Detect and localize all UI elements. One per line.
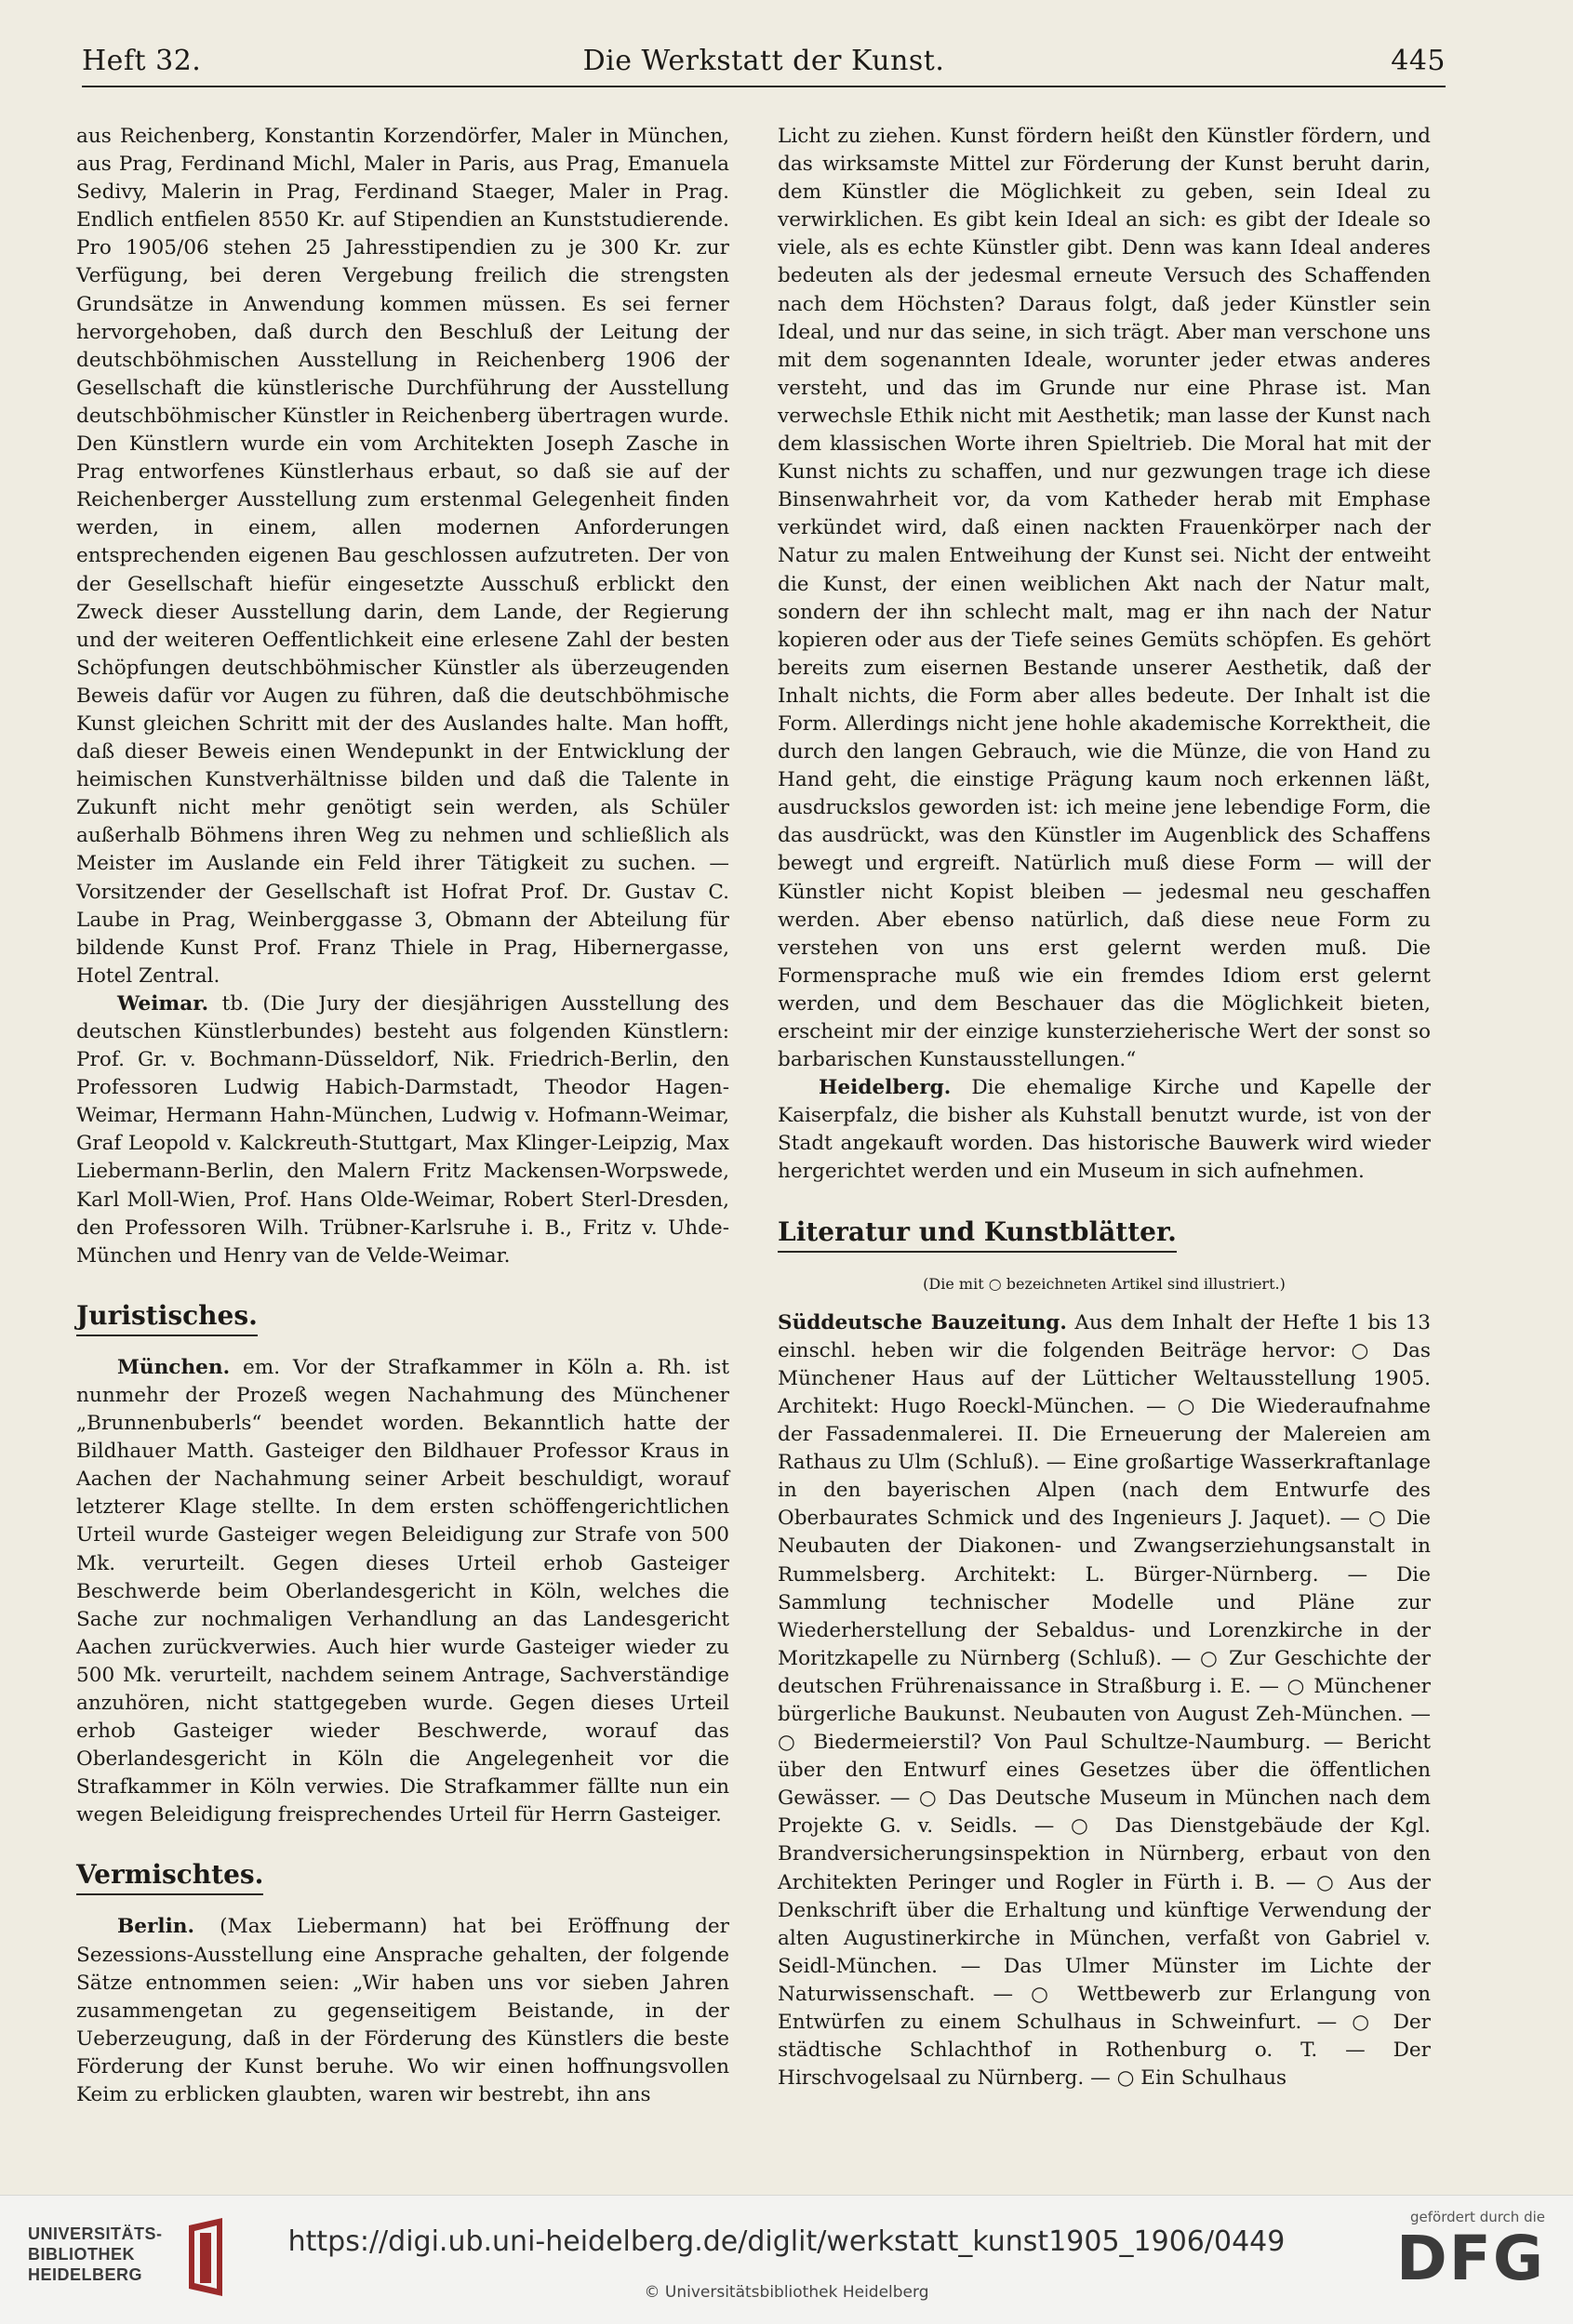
page-number: 445 [1391,45,1446,77]
funded-by-label: gefördert durch die [1410,2209,1545,2225]
weimar-lead: Weimar. [117,991,209,1016]
issue-number: Heft 32. [82,45,202,77]
section-juristisches: Juristisches. [76,1298,729,1334]
right-column [778,123,1431,2092]
illustration-note: (Die mit ○ bezeichneten Artikel sind illustriert.) [923,1274,1286,1293]
viewer-footer [0,2195,1573,2324]
library-name: UNIVERSITÄTS- BIBLIOTHEK HEIDELBERG [28,2224,163,2284]
copyright-notice: © Universitätsbibliothek Heidelberg [644,2283,929,2302]
paragraph-heidelberg [778,1074,1431,1186]
section-vermischtes: Vermischtes. [76,1857,729,1892]
running-header [82,41,1446,87]
heidelberg-body: Die ehemalige Kirche und Kapelle der Kaiserpfalz, die bisher als Kuhstall benutzt wurde, ist von der Stadt angekauft worden. Das historische Bauwerk wird wieder hergerichtet werden und ein Museum in sich aufnehmen. [778,1076,1431,1184]
heidelberg-lead: Heidelberg. [819,1076,952,1100]
paragraph-reichenberg: aus Reichenberg, Konstantin Korzendörfer, Maler in München, aus Prag, Ferdinand Michl, Maler in Paris, aus Prag, Emanuela Sedivy, Malerin in Prag, Ferdinand Staeger, Maler in Prag. Endlich entfielen 8550 Kr. auf Stipendien an Kunststudierende. Pro 1905/06 stehen 25 Jahresstipendien zu je 300 Kr. zur Verfügung, bei deren Vergebung freilich die strengsten Grundsätze in Anwendung kommen müssen. Es sei ferner hervorgehoben, daß durch den Beschluß der Leitung der deutschböhmischen Ausstellung in Reichenberg 1906 der Gesellschaft die künstlerische Durchführung der Ausstellung deutschböhmischer Künstler in Reichenberg übertragen wurde. Den Künstlern wurde ein vom Architekten Joseph Zasche in Prag entworfenes Künstlerhaus erbaut, so daß sie auf der Reichenberger Ausstellung zum erstenmal Gelegenheit finden werden, in einem, allen modernen Anforderungen entsprechenden eigenen Bau geschlossen aufzutreten. Der von der Gesellschaft hiefür eingesetzte Ausschuß erblickt den Zweck dieser Ausstellung darin, dem Lande, der Regierung und der weiteren Oeffentlichkeit eine erlesene Zahl der besten Schöpfungen deutschböhmischer Künstler als überzeugenden Beweis dafür vor Augen zu führen, daß die deutschböhmische Kunst gleichen Schritt mit der des Auslandes halte. Man hofft, daß dieser Beweis einen Wendepunkt in der Entwicklung der heimischen Kunstverhältnisse bilden und daß die Talente in Zukunft nicht mehr genötigt sein werden, als Schüler außerhalb Böhmens ihren Weg zu nehmen und schließlich als Meister im Auslande ein Feld ihrer Tätigkeit zu suchen. — Vorsitzender der Gesellschaft ist Hofrat Prof. Dr. Gustav C. Laube in Prag, Weinberggasse 3, Obmann der Abteilung für bildende Kunst Prof. Franz Thiele in Prag, Hibernergasse, Hotel Zentral. [76,125,729,988]
dfg-logo[interactable] [1396,2209,1545,2311]
permalink-url[interactable]: https://digi.ub.uni-heidelberg.de/diglit/werkstatt_kunst1905_1906/0449 [287,2225,1286,2258]
bauzeitung-lead: Süddeutsche Bauzeitung. [778,1310,1067,1335]
muenchen-body: em. Vor der Strafkammer in Köln a. Rh. ist nunmehr der Prozeß wegen Nachahmung des Münchener „Brunnenbuberls“ beendet worden. Bekanntlich hatte der Bildhauer Matth. Gasteiger den Bildhauer Professor Kraus in Aachen der Nachahmung seiner Arbeit beschuldigt, worauf letzterer Klage stellte. In dem ersten schöffengerichtlichen Urteil wurde Gasteiger wegen Beleidigung zur Strafe von 500 Mk. verurteilt. Gegen dieses Urteil erhob Gasteiger Beschwerde beim Oberlandesgericht in Köln, welches die Sache zur nochmaligen Verhandlung an das Landesgericht Aachen zurückverwies. Auch hier wurde Gasteiger wieder zu 500 Mk. verurteilt, nachdem seinem Antrage, Sachverständige anzuhören, nicht stattgegeben wurde. Gegen dieses Urteil erhob Gasteiger wieder Beschwerde, worauf das Oberlandesgericht in Köln die Angelegenheit vor die Strafkammer in Köln verwies. Die Strafkammer fällte nun ein wegen Beleidigung freisprechendes Urteil für Herrn Gasteiger. [76,1355,729,1827]
paragraph-bauzeitung [778,1309,1431,2093]
left-column [76,123,729,2109]
paragraph-berlin [76,1913,729,2109]
dfg-wordmark: DFG [1396,2223,1546,2294]
paragraph-liebermann-cont: Licht zu ziehen. Kunst fördern heißt den Künstler fördern, und das wirksamste Mittel zur Förderung der Kunst beruht darin, dem Künstler die Möglichkeit zu geben, sein Ideal zu verwirklichen. Es gibt kein Ideal an sich: es gibt der Ideale so viele, als es echte Künstler gibt. Denn was kann Ideal anderes bedeuten als der jedesmal erneute Versuch des Schaffenden nach dem Höchsten? Daraus folgt, daß jeder Künstler sein Ideal, und nur das seine, in sich trägt. Aber man verschone uns mit dem sogenannten Ideale, worunter jeder etwas anderes versteht, und das im Grunde nur eine Phrase ist. Man verwechsle Ethik nicht mit Aesthetik; man lasse der Kunst nach dem klassischen Worte ihren Spieltrieb. Die Moral hat mit der Kunst nichts zu schaffen, und nur gezwungen trage ich diese Binsenwahrheit vor, da vom Katheder herab mit Emphase verkündet wird, daß einen nackten Frauenkörper nach der Natur zu malen Entweihung der Kunst sei. Nicht der entweiht die Kunst, der einen weiblichen Akt nach der Natur malt, sondern der ihn schlecht malt, mag er ihn nach der Natur kopieren oder aus der Tiefe seines Gemüts schöpfen. Es gehört bereits zum eisernen Bestande unserer Aesthetik, daß der Inhalt nichts, die Form aber alles bedeute. Der Inhalt ist die Form. Allerdings nicht jene hohle akademische Korrektheit, die durch den langen Gebrauch, wie die Münze, die von Hand zu Hand geht, die einstige Prägung kaum noch erkennen läßt, ausdruckslos geworden ist: ich meine jene lebendige Form, die das ausdrückt, was den Künstler im Augenblick des Schaffens bewegt und ergreift. Natürlich muß diese Form — will der Künstler nicht Kopist bleiben — jedesmal neu geschaffen werden. Aber ebenso natürlich, daß diese neue Form zu verstehen von uns erst gelernt werden muß. Die Formensprache muß wie ein fremdes Idiom erst gelernt werden, und dem Beschauer das die Möglichkeit bieten, erscheint mir der einzige kunsterzieherische Wert der sonst so barbarischen Kunstausstellungen.“ [778,125,1431,1072]
section-literatur: Literatur und Kunstblätter. [778,1215,1431,1250]
muenchen-lead: München. [117,1355,231,1379]
paragraph-weimar [76,990,729,1270]
bauzeitung-body: Aus dem Inhalt der Hefte 1 bis 13 einschl. heben wir die folgenden Beiträge hervor: ○ Das Münchener Haus auf der Lütticher Weltausstellung 1905. Architekt: Hugo Roeckl-München. — ○ Die Wiederaufnahme der Fassadenmalerei. II. Die Erneuerung der Malereien am Rathaus zu Ulm (Schluß). — Eine großartige Wasserkraftanlage in den bayerischen Alpen (nach dem Entwurfe des Oberbaurates Schmick und des Ingenieurs J. Jaquet). — ○ Die Neubauten der Diakonen- und Zwangserziehungsanstalt in Rummelsberg. Architekt: L. Bürger-Nürnberg. — Die Sammlung technischer Modelle und Pläne zur Wiederherstellung der Sebaldus- und Lorenzkirche in der Moritzkapelle zu Nürnberg (Schluß). — ○ Zur Geschichte der deutschen Frührenaissance in Straßburg i. E. — ○ Münchener bürgerliche Baukunst. Neubauten von August Zeh-München. — ○ Biedermeierstil? Von Paul Schultze-Naumburg. — Bericht über den Entwurf eines Gesetzes über die öffentlichen Gewässer. — ○ Das Deutsche Museum in München nach dem Projekte G. v. Seidls. — ○ Das Dienstgebäude der Kgl. Brandversicherungsinspektion in Nürnberg, erbaut von den Architekten Peringer und Rogler in Fürth i. B. — ○ Aus der Denkschrift über die Erhaltung und künftige Verwendung der alten Augustinerkirche in München, verfaßt von Gabriel v. Seidl-München. — Das Ulmer Münster im Lichte der Naturwissenschaft. — ○ Wettbewerb zur Erlangung von Entwürfen zu einem Schulhaus in Schweinfurt. — ○ Der städtische Schlachthof in Rothenburg o. T. — Der Hirschvogelsaal zu Nürnberg. — ○ Ein Schulhaus [778,1310,1431,2091]
berlin-body: (Max Liebermann) hat bei Eröffnung der Sezessions-Ausstellung eine Ansprache gehalten, der folgende Sätze entnommen seien: „Wir haben uns vor sieben Jahren zusammengetan zu gegenseitigem Beistande, in der Ueberzeugung, daß in der Förderung des Künstlers die beste Förderung der Kunst beruhe. Wo wir einen hoffnungsvollen Keim zu erblicken glaubten, waren wir bestrebt, ihn ans [76,1915,729,2106]
weimar-body: tb. (Die Jury der diesjährigen Ausstellung des deutschen Künstlerbundes) besteht aus folgenden Künstlern: Prof. Gr. v. Bochmann-Düsseldorf, Nik. Friedrich-Berlin, den Professoren Ludwig Habich-Darmstadt, Theodor Hagen-Weimar, Hermann Hahn-München, Ludwig v. Hofmann-Weimar, Graf Leopold v. Kalckreuth-Stuttgart, Max Klinger-Leipzig, Max Liebermann-Berlin, den Malern Fritz Mackensen-Worpswede, Karl Moll-Wien, Prof. Hans Olde-Weimar, Robert Sterl-Dresden, den Professoren Wilh. Trübner-Karlsruhe i. B., Fritz v. Uhde-München und Henry van de Velde-Weimar. [76,991,729,1268]
journal-title: Die Werkstatt der Kunst. [582,45,945,77]
paragraph-muenchen [76,1354,729,1830]
berlin-lead: Berlin. [117,1915,194,1939]
